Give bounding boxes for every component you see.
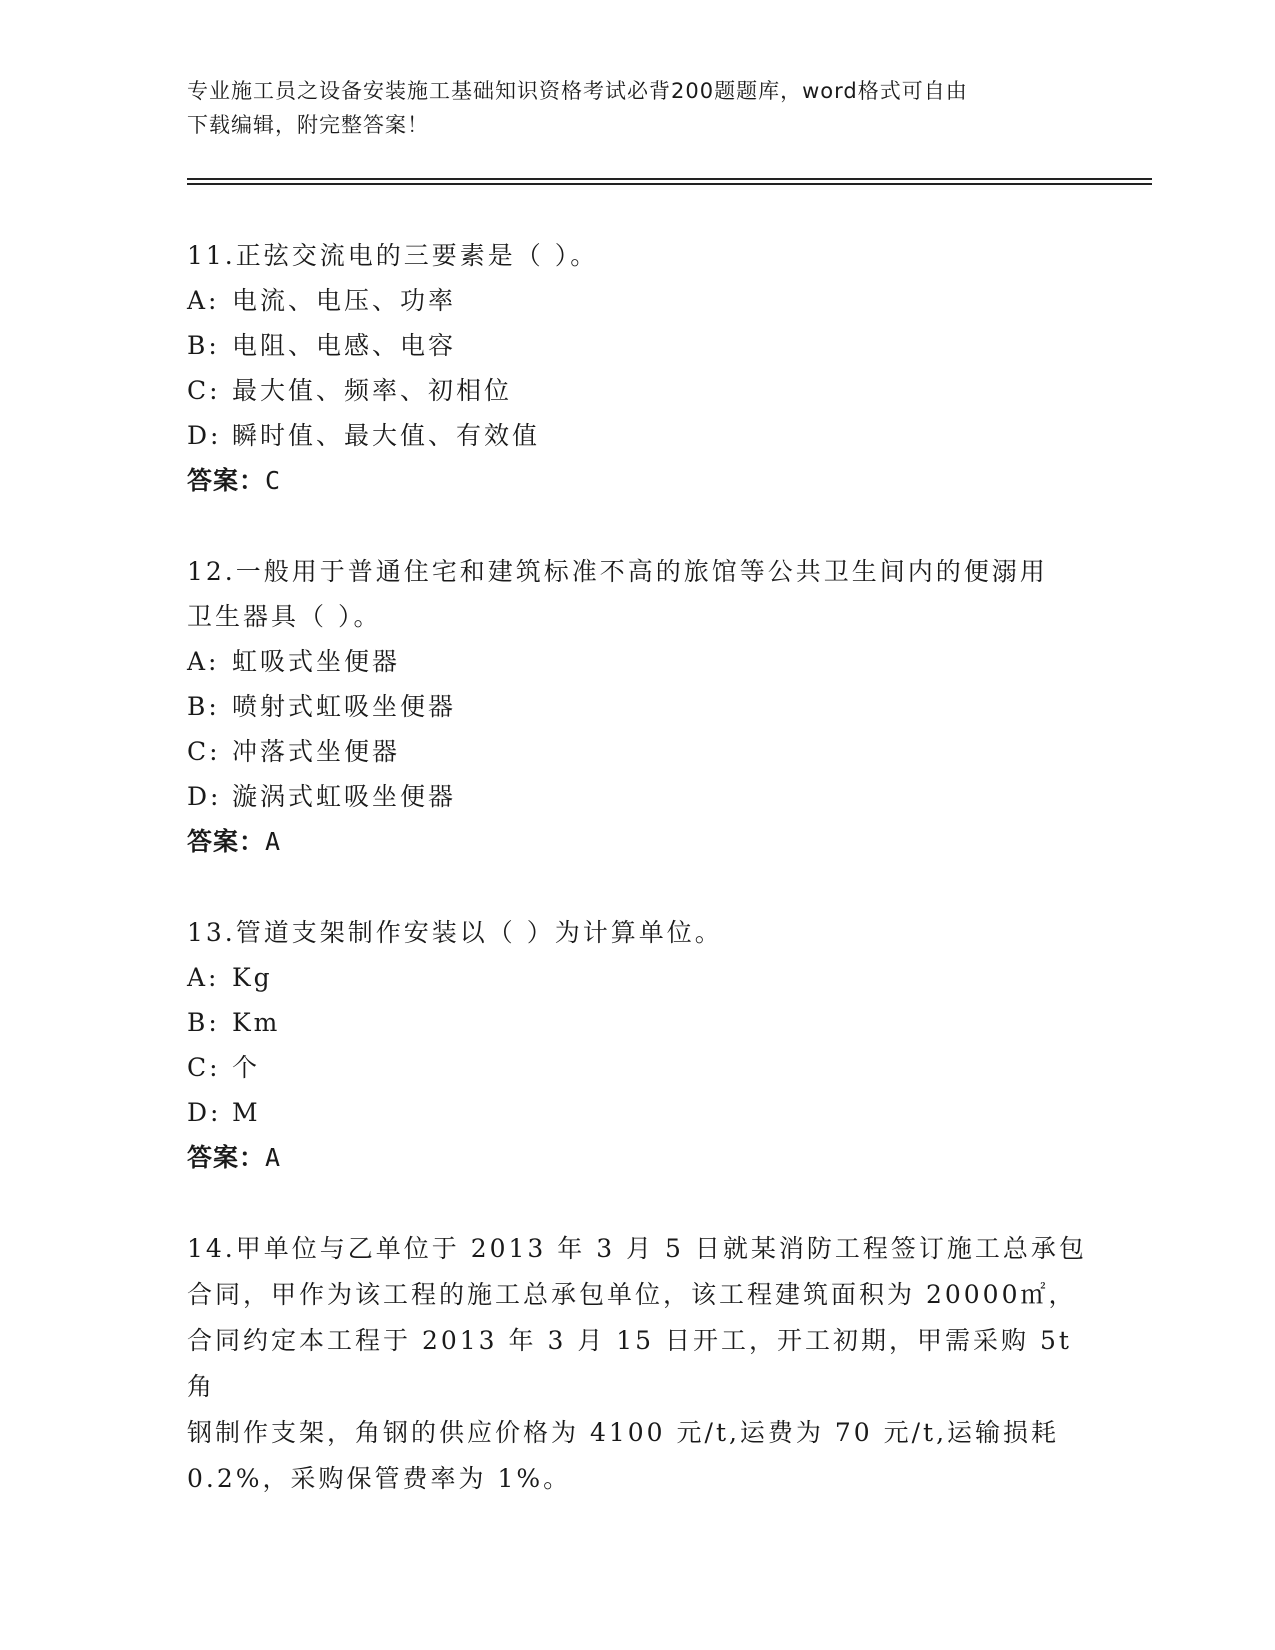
answer-value: A — [265, 1143, 282, 1172]
question-12 — [187, 549, 1087, 864]
question-14 — [187, 1226, 1087, 1502]
option-b — [187, 1000, 1087, 1045]
option-c — [187, 1045, 1087, 1090]
option-d — [187, 774, 1087, 819]
option-text: Kg — [232, 963, 273, 992]
option-a — [187, 955, 1087, 1000]
answer-line — [187, 458, 1087, 503]
option-text: 虹吸式坐便器 — [232, 647, 401, 676]
option-text: 最大值、频率、初相位 — [232, 376, 513, 405]
header-divider-bottom — [187, 183, 1152, 185]
option-b — [187, 684, 1087, 729]
answer-line — [187, 819, 1087, 864]
answer-line — [187, 1135, 1087, 1180]
option-key: C: — [187, 376, 221, 405]
question-stem: 13.管道支架制作安装以（ ）为计算单位。 — [187, 918, 723, 947]
question-stem-line-2: 合同，甲作为该工程的施工总承包单位，该工程建筑面积为 20000㎡， — [187, 1280, 1077, 1309]
header-divider-top — [187, 178, 1152, 180]
question-stem-line-1: 14.甲单位与乙单位于 2013 年 3 月 5 日就某消防工程签订施工总承包 — [187, 1234, 1087, 1263]
question-stem-line-4: 钢制作支架，角钢的供应价格为 4100 元/t,运费为 70 元/t,运输损耗 — [187, 1418, 1060, 1447]
document-header — [187, 74, 1087, 142]
option-a — [187, 278, 1087, 323]
option-key: B: — [187, 692, 220, 721]
option-c — [187, 368, 1087, 413]
option-text: M — [232, 1098, 261, 1127]
answer-label: 答案： — [187, 827, 266, 856]
question-13 — [187, 910, 1087, 1180]
option-b — [187, 323, 1087, 368]
option-d — [187, 413, 1087, 458]
option-text: 个 — [232, 1053, 261, 1082]
option-c — [187, 729, 1087, 774]
answer-value: A — [265, 827, 282, 856]
header-line-1: 专业施工员之设备安装施工基础知识资格考试必背200题题库，word格式可自由 — [187, 79, 968, 103]
option-key: D: — [187, 782, 222, 811]
question-stem-line-1: 12.一般用于普通住宅和建筑标准不高的旅馆等公共卫生间内的便溺用 — [187, 557, 1048, 586]
option-key: A: — [187, 963, 220, 992]
option-d — [187, 1090, 1087, 1135]
header-line-2: 下载编辑，附完整答案！ — [187, 113, 429, 137]
question-list — [187, 233, 1087, 1548]
question-stem: 11.正弦交流电的三要素是（ ）。 — [187, 241, 599, 270]
option-text: 喷射式虹吸坐便器 — [232, 692, 457, 721]
option-key: C: — [187, 737, 221, 766]
question-stem-line-3: 合同约定本工程于 2013 年 3 月 15 日开工，开工初期，甲需采购 5t 角 — [187, 1326, 1072, 1401]
question-11 — [187, 233, 1087, 503]
option-key: D: — [187, 1098, 222, 1127]
option-text: 电流、电压、功率 — [232, 286, 457, 315]
option-key: D: — [187, 421, 222, 450]
option-key: C: — [187, 1053, 221, 1082]
option-key: A: — [187, 647, 220, 676]
option-key: A: — [187, 286, 220, 315]
option-key: B: — [187, 1008, 220, 1037]
answer-value: C — [265, 466, 282, 495]
option-text: 冲落式坐便器 — [232, 737, 401, 766]
option-a — [187, 639, 1087, 684]
answer-label: 答案： — [187, 466, 266, 495]
option-text: 电阻、电感、电容 — [232, 331, 457, 360]
question-stem-line-2: 卫生器具（ ）。 — [187, 602, 382, 631]
option-text: 瞬时值、最大值、有效值 — [232, 421, 541, 450]
option-text: 漩涡式虹吸坐便器 — [232, 782, 457, 811]
question-stem-line-5: 0.2%，采购保管费率为 1%。 — [187, 1464, 572, 1493]
answer-label: 答案： — [187, 1143, 266, 1172]
option-text: Km — [232, 1008, 281, 1037]
option-key: B: — [187, 331, 220, 360]
